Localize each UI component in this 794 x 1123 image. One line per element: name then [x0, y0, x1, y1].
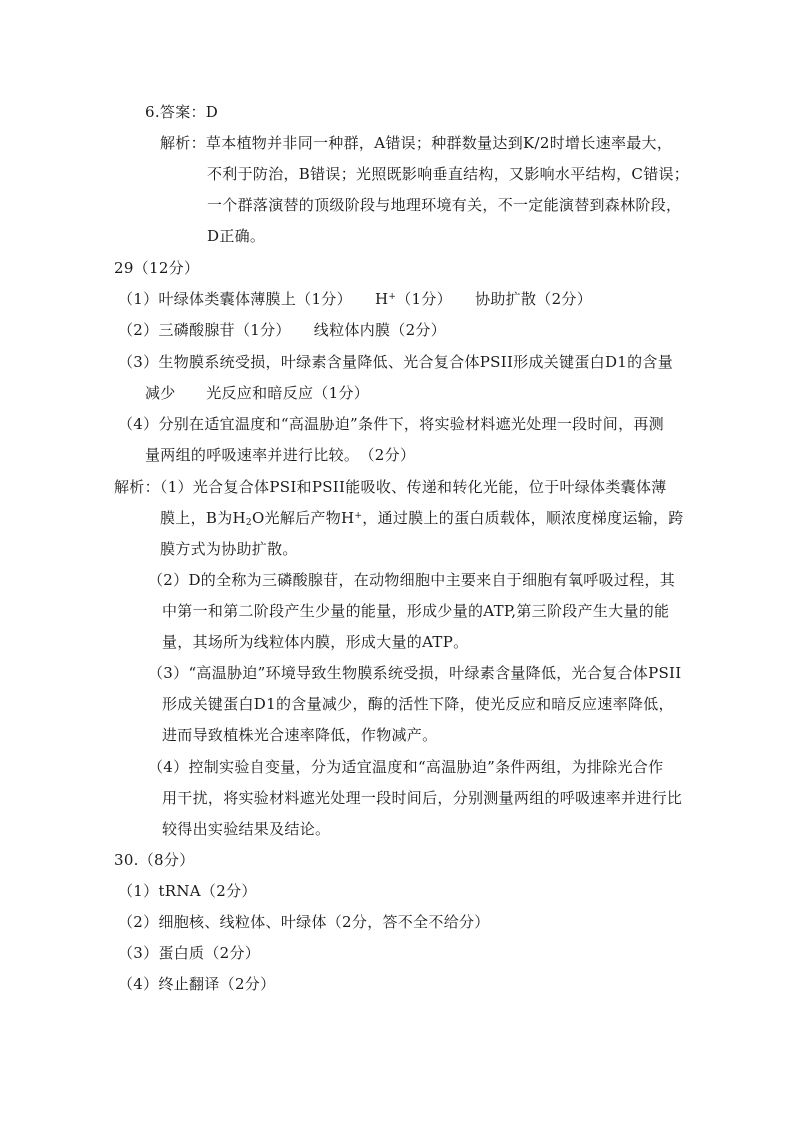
q29-title: 29（12分） [114, 259, 200, 277]
q29-answer-4-line: 量两组的呼吸速率并进行比较。 （2分） [145, 446, 416, 464]
q30-answer: （2）细胞核、线粒体、叶绿体（2分，答不全不给分） [118, 913, 490, 931]
q29-explanation-4-line: 用干扰，将实验材料遮光处理一段时间后，分别测量两组的呼吸速率并进行比 [162, 789, 683, 807]
q6-explanation-line: D正确。 [207, 227, 266, 245]
q30-title: 30.（8分） [114, 851, 195, 869]
q29-explanation-2-line: 量，其场所为线粒体内膜，形成大量的ATP。 [162, 633, 469, 651]
q29-explanation-2-line: 中第一和第二阶段产生少量的能量，形成少量的ATP,第三阶段产生大量的能 [162, 602, 670, 620]
q29-explanation-1-line: 膜方式为协助扩散。 [160, 540, 298, 558]
q29-explanation-2-line: （2）D的全称为三磷酸腺苷，在动物细胞中主要来自于细胞有氧呼吸过程，其 [148, 571, 676, 589]
q6-answer: 6.答案：D [145, 103, 219, 121]
q29-answer-3-line: （3）生物膜系统受损，叶绿素含量降低、光合复合体PSII形成关键蛋白D1的含量 [118, 353, 674, 371]
q29-explanation-3-line: 进而导致植株光合速率降低，作物减产。 [162, 726, 438, 744]
q30-answer: （4）终止翻译（2分） [118, 975, 276, 993]
q29-explanation-1-line: 膜上，B为$H_2O$光解后产物H+，通过膜上的蛋白质载体，顺浓度梯度运输，跨 [160, 509, 684, 528]
q6-explanation-line: 解析：草本植物并非同一种群，A错误；种群数量达到K/2时增长速率最大， [160, 134, 673, 152]
q29-answer-1: （1）叶绿体类囊体薄膜上（1分） H+（1分） 协助扩散（2分） [118, 290, 593, 308]
q29-explanation-3-line: （3）“高温胁迫”环境导致生物膜系统受损，叶绿素含量降低，光合复合体PSII [148, 664, 682, 682]
q6-explanation-line: 不利于防治，B错误；光照既影响垂直结构，又影响水平结构，C错误； [207, 165, 690, 183]
q6-explanation-line: 一个群落演替的顶级阶段与地理环境有关，不一定能演替到森林阶段， [207, 196, 682, 214]
q29-explanation-4-line: （4）控制实验自变量，分为适宜温度和“高温胁迫”条件两组，为排除光合作 [148, 758, 664, 776]
q29-explanation-3-line: 形成关键蛋白D1的含量减少，酶的活性下降，使光反应和暗反应速率降低， [162, 695, 674, 713]
q30-answer: （3）蛋白质（2分） [118, 944, 261, 962]
q30-answer: （1）tRNA（2分） [118, 882, 257, 900]
q29-answer-3-line: 减少 光反应和暗反应（1分） [145, 384, 370, 402]
q29-answer-4-line: （4）分别在适宜温度和“高温胁迫”条件下，将实验材料遮光处理一段时间，再测 [118, 415, 664, 433]
q29-answer-2: （2）三磷酸腺苷（1分） 线粒体内膜（2分） [118, 321, 447, 339]
q29-explanation-4-line: 较得出实验结果及结论。 [162, 820, 331, 838]
q29-explanation-1-line: 解析：（1）光合复合体PSI和PSII能吸收、传递和转化光能，位于叶绿体类囊体薄 [114, 478, 667, 496]
